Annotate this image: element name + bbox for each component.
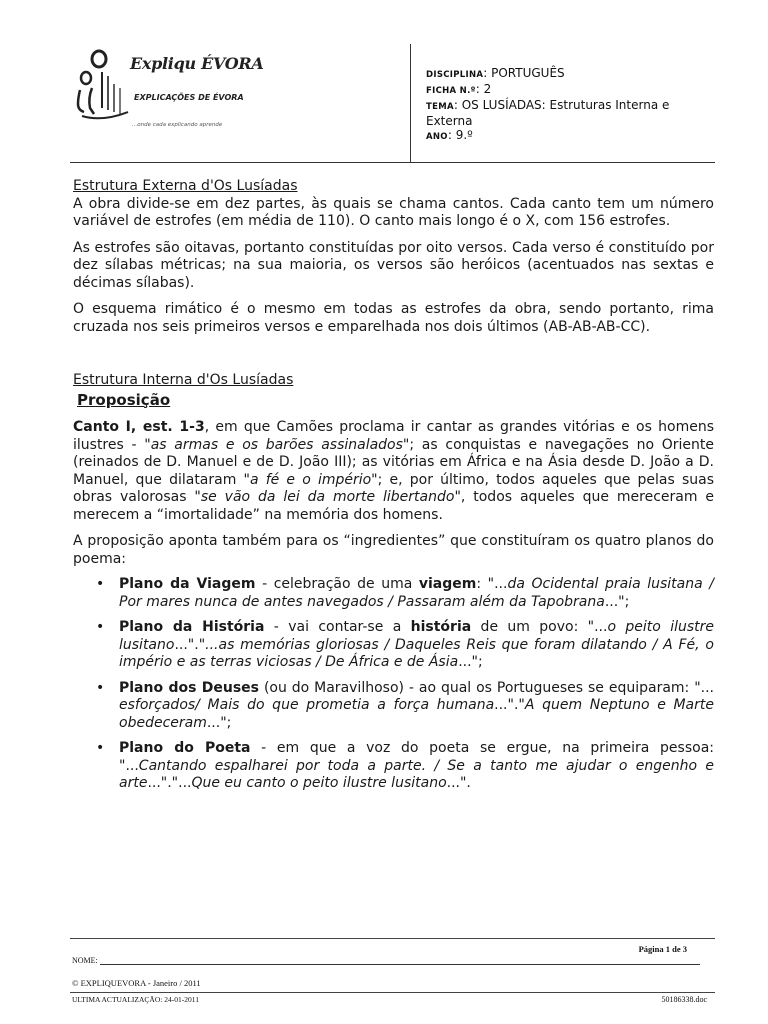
nome-label: NOME:	[72, 956, 98, 965]
canto-text-2: ; as conquistas e navegações no Oriente (reinados de D. Manuel e de D. João III); as vitórias em África e na Ásia desde D. João a D. Manuel, que dilataram	[73, 436, 714, 488]
plan-text: ..."."	[494, 697, 525, 713]
plan-name: Plano do Poeta	[119, 740, 251, 756]
section-title-interna: Estrutura Interna d'Os Lusíadas	[73, 372, 294, 388]
canto-quote-3: "se vão da lei da morte libertando"	[194, 489, 461, 505]
plan-quote: esforçados/ Mais do que prometia a força humana	[119, 697, 495, 713]
people-logo-icon	[72, 48, 136, 124]
plan-text: - vai contar-se a	[264, 619, 411, 635]
plan-text: ...".	[446, 775, 471, 791]
meta-ficha-label: FICHA N.º	[426, 86, 476, 96]
section-title-externa: Estrutura Externa d'Os Lusíadas	[73, 178, 298, 194]
page-number: Página 1 de 3	[638, 944, 687, 954]
meta-ano: ANO: 9.º	[426, 128, 473, 142]
plan-text: : "...	[476, 576, 508, 592]
meta-disciplina-label: DISCIPLINA	[426, 70, 484, 80]
meta-ano-label: ANO	[426, 132, 448, 142]
plan-quote: Cantando espalharei por toda a parte. / Se a tanto me ajudar o engenho e arte	[119, 757, 714, 791]
meta-tema: TEMA: OS LUSÍADAS: Estruturas Interna e Externa	[426, 98, 670, 128]
last-update-text: ULTIMA ACTUALIZAÇÃO: 24-01-2011	[72, 995, 199, 1004]
canto-reference: Canto I, est. 1-3	[73, 419, 205, 435]
paragraph-estrofes: As estrofes são oitavas, portanto constituídas por oito versos. Cada verso é constituído por dez sílabas métricas; na sua maioria, os versos são heróicos (acentuados nas sextas e décimas sílabas).	[73, 239, 714, 291]
header-vertical-divider	[410, 44, 411, 162]
subsection-title-proposicao: Proposição	[77, 390, 171, 409]
meta-disciplina: DISCIPLINA: PORTUGUÊS	[426, 66, 565, 80]
plan-quote: ...as memórias gloriosas / Daqueles Reis que foram dilatando / A Fé, o império e as terras viciosas / De África e de Ásia	[119, 636, 714, 670]
canto-text-4: , todos aqueles que mereceram e merecem a “imortalidade” na memória dos homens.	[73, 489, 715, 523]
plans-list	[73, 576, 714, 793]
plan-name: Plano da Viagem	[119, 576, 256, 592]
footer-top-rule	[70, 938, 715, 939]
logo-subtitle: EXPLICAÇÕES DE ÉVORA	[134, 93, 244, 102]
paragraph-cantos: A obra divide-se em dez partes, às quais se chama cantos. Cada canto tem um número variável de estrofes (em média de 110). O canto mais longo é o X, com 156 estrofes.	[73, 195, 714, 229]
canto-text-1: , em que Camões proclama ir cantar as grandes vitórias e os homens ilustres -	[73, 419, 714, 453]
nome-field	[72, 956, 712, 965]
paragraph-rima: O esquema rimático é o mesmo em todas as estrofes da obra, sendo portanto, rima cruzada nos seis primeiros versos e emparelhada nos dois últimos (AB-AB-AB-CC).	[73, 301, 714, 335]
plan-text: de um povo: "...	[471, 619, 608, 635]
document-header	[70, 44, 715, 164]
meta-ficha-value: 2	[483, 82, 492, 96]
canto-quote-2: "a fé e o império"	[243, 471, 378, 488]
list-item	[73, 680, 714, 733]
plan-quote: o peito ilustre lusitano	[119, 619, 714, 653]
meta-disciplina-value: PORTUGUÊS	[491, 66, 565, 80]
bullet-icon: •	[96, 619, 105, 635]
plan-text: ..."."...	[147, 775, 192, 791]
plan-quote: Que eu canto o peito ilustre lusitano	[191, 775, 447, 791]
list-item	[73, 576, 714, 611]
plan-quote: A quem Neptuno e Marte obedeceram	[119, 697, 714, 731]
plan-text: ...";	[604, 593, 630, 610]
list-item	[73, 740, 714, 793]
paragraph-canto-i	[73, 419, 714, 524]
meta-ano-value: 9.º	[455, 128, 473, 142]
meta-tema-value: OS LUSÍADAS: Estruturas Interna e Externa	[426, 98, 670, 128]
meta-tema-label: TEMA	[426, 102, 454, 112]
doc-filename: 50186338.doc	[661, 995, 707, 1004]
document-meta	[426, 66, 711, 144]
paragraph-ingredientes: A proposição aponta também para os “ingredientes” que constituíram os quatro planos do poema:	[73, 533, 714, 567]
canto-quote-1: "as armas e os barões assinalados"	[144, 436, 410, 453]
plan-name: Plano da História	[119, 619, 265, 635]
canto-text-3: ; e, por último, todos aqueles que pelas suas obras valorosas	[73, 471, 714, 505]
plan-keyword: história	[410, 619, 472, 635]
plan-text: (ou do Maravilhoso) - ao qual os Portugueses se equiparam: "...	[259, 679, 714, 696]
plan-quote: da Ocidental praia lusitana / Por mares nunca de antes navegados / Passaram além da Tapobrana	[119, 576, 714, 610]
document-footer	[70, 938, 715, 1004]
plan-text: - em que a voz do poeta se ergue, na primeira pessoa: "...	[119, 740, 714, 774]
bullet-icon: •	[96, 679, 105, 696]
explique-evora-logo	[72, 48, 372, 148]
plan-text: ..."."	[174, 636, 206, 653]
plan-text: - celebração de uma	[255, 576, 419, 592]
plan-keyword: viagem	[418, 576, 477, 592]
logo-brand-text: Expliqu ÉVORA	[130, 54, 264, 73]
nome-blank-line	[100, 964, 700, 965]
bullet-icon: •	[96, 740, 105, 756]
document-body	[73, 178, 714, 801]
footer-bottom-rule	[70, 992, 715, 993]
list-item	[73, 619, 714, 672]
plan-text: ...";	[206, 714, 232, 731]
plan-name: Plano dos Deuses	[119, 679, 260, 696]
bullet-icon: •	[96, 576, 105, 592]
copyright-text: © EXPLIQUEVORA - Janeiro / 2011	[72, 978, 201, 988]
header-bottom-rule	[70, 162, 715, 163]
logo-slogan: ...onde cada explicando aprende	[132, 122, 223, 128]
plan-text: ...";	[458, 654, 483, 670]
meta-ficha: FICHA N.º: 2	[426, 82, 492, 96]
